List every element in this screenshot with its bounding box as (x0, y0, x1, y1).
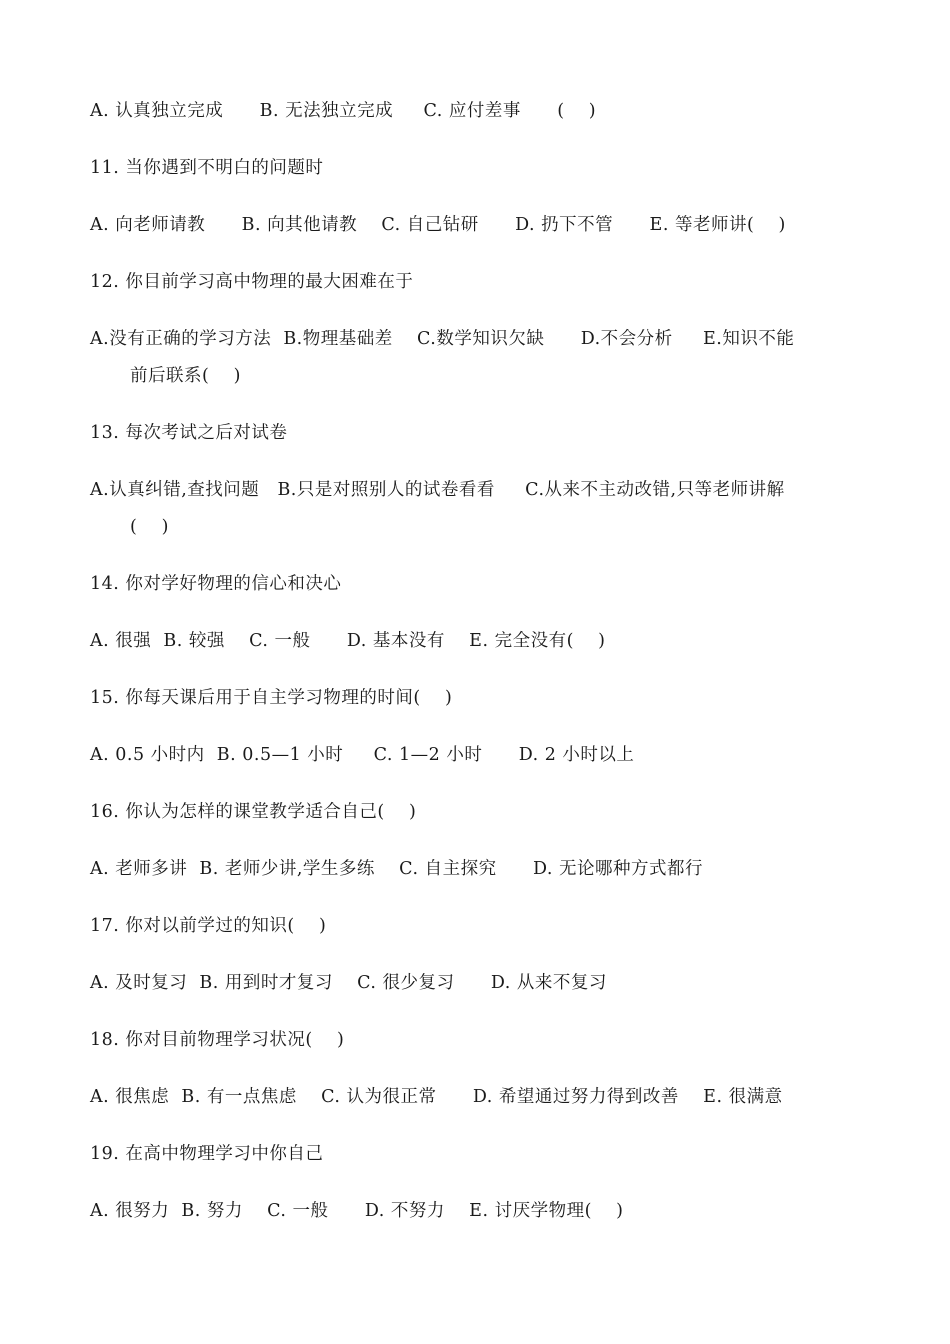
q12-options: A.没有正确的学习方法 B.物理基础差 C.数学知识欠缺 D.不会分析 E.知识不能 (90, 329, 795, 349)
q19-question: 19. 在高中物理学习中你自己 (90, 1144, 324, 1164)
q13-options-cont: ( ) (130, 517, 169, 537)
q14-options: A. 很强 B. 较强 C. 一般 D. 基本没有 E. 完全没有( ) (90, 631, 606, 651)
q11-options: A. 向老师请教 B. 向其他请教 C. 自己钻研 D. 扔下不管 E. 等老师讲( ) (90, 215, 786, 235)
q16-question: 16. 你认为怎样的课堂教学适合自己( ) (90, 802, 417, 822)
q15-options: A. 0.5 小时内 B. 0.5—1 小时 C. 1—2 小时 D. 2 小时以上 (90, 745, 635, 765)
q13-options: A.认真纠错,查找问题 B.只是对照别人的试卷看看 C.从来不主动改错,只等老师讲解 (90, 480, 785, 500)
q19-options: A. 很努力 B. 努力 C. 一般 D. 不努力 E. 讨厌学物理( ) (90, 1201, 624, 1221)
q17-question: 17. 你对以前学过的知识( ) (90, 916, 327, 936)
q16-options: A. 老师多讲 B. 老师少讲,学生多练 C. 自主探究 D. 无论哪种方式都行 (90, 859, 703, 879)
q10-options: A. 认真独立完成 B. 无法独立完成 C. 应付差事 ( ) (90, 101, 597, 121)
q12-options-cont: 前后联系( ) (130, 366, 241, 386)
q17-options: A. 及时复习 B. 用到时才复习 C. 很少复习 D. 从来不复习 (90, 973, 607, 993)
q12-question: 12. 你目前学习高中物理的最大困难在于 (90, 272, 414, 292)
q18-question: 18. 你对目前物理学习状况( ) (90, 1030, 345, 1050)
q13-question: 13. 每次考试之后对试卷 (90, 423, 288, 443)
q18-options: A. 很焦虑 B. 有一点焦虑 C. 认为很正常 D. 希望通过努力得到改善 E. 很满意 (90, 1087, 783, 1107)
q14-question: 14. 你对学好物理的信心和决心 (90, 574, 342, 594)
q11-question: 11. 当你遇到不明白的问题时 (90, 158, 324, 178)
q15-question: 15. 你每天课后用于自主学习物理的时间( ) (90, 688, 453, 708)
